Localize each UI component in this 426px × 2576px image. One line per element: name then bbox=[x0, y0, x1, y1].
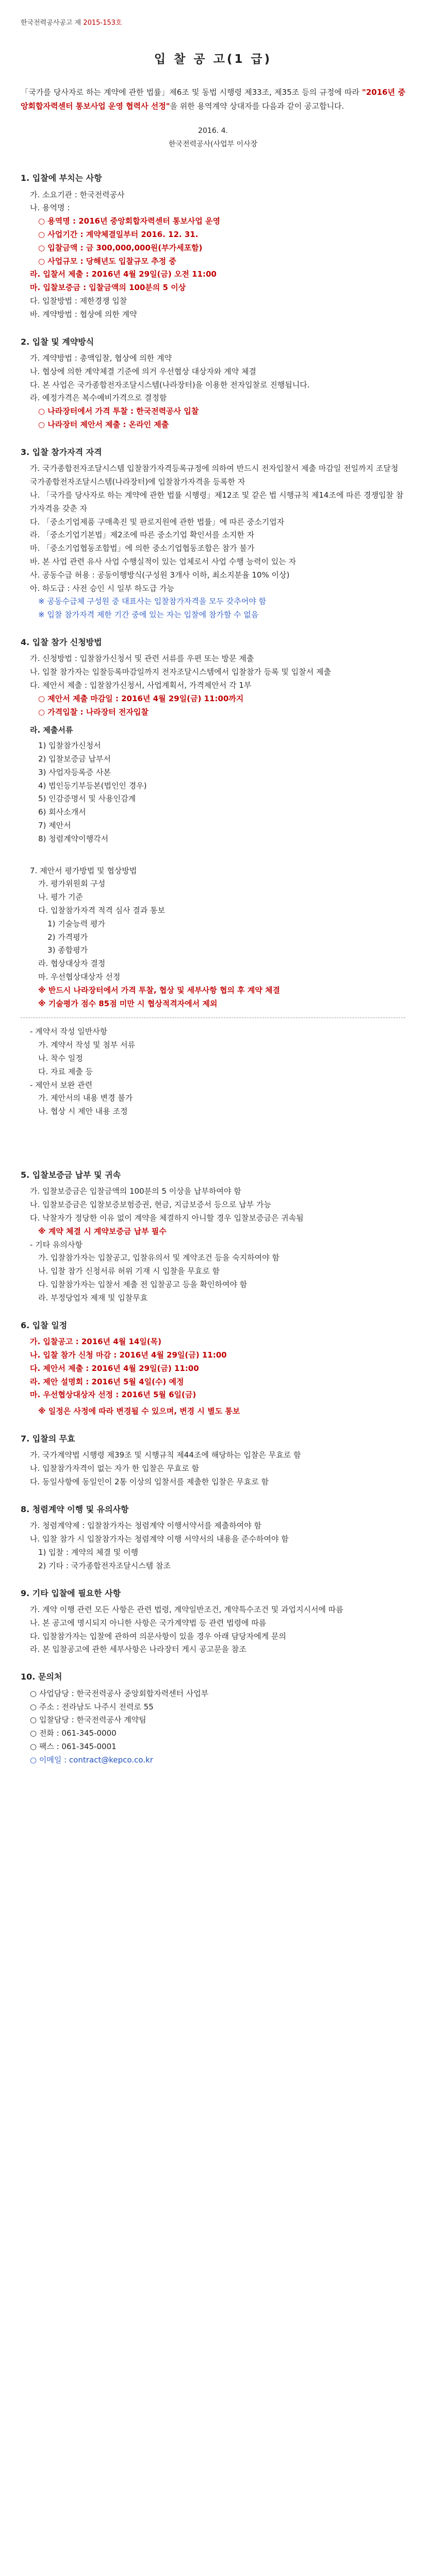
s1-line: 다. 입찰방법 : 제한경쟁 입찰 bbox=[30, 296, 127, 306]
s5-line: 가. 입찰참가자는 입찰공고, 입찰유의서 및 계약조건 등을 숙지하여야 함 bbox=[38, 1253, 280, 1263]
s4-item: 7) 제안서 bbox=[38, 821, 71, 830]
s2-red-line: ○ 나라장터 제안서 제출 : 온라인 제출 bbox=[38, 420, 169, 430]
intro-part1: 「국가를 당사자로 하는 계약에 관한 법률」제6조 및 동법 시행령 제33조, 제35조 등의 규정에 따라 bbox=[21, 87, 362, 97]
s1-red-line: 라. 입찰서 제출 : 2016년 4월 29일(금) 오전 11:00 bbox=[30, 269, 217, 279]
s3-line: 라. 「중소기업기본법」제2조에 따른 중소기업 확인서를 소지한 자 bbox=[30, 530, 255, 540]
schedule-row: 가. 입찰공고 : 2016년 4월 14일(목) bbox=[30, 1337, 161, 1347]
section-1 bbox=[21, 171, 405, 321]
s1-line: 나. 용역명 : bbox=[30, 203, 70, 213]
s3-blue-line: ※ 공동수급체 구성원 중 대표사는 입찰참가자격을 모두 갖추어야 함 bbox=[38, 597, 266, 606]
section-5 bbox=[21, 1168, 405, 1305]
notice-id bbox=[21, 18, 405, 29]
s4c-line: 나. 착수 일정 bbox=[38, 1053, 83, 1063]
s2-line: 다. 본 사업은 국가종합전자조달시스템(나라장터)을 이용한 전자입찰로 진행됩니다. bbox=[30, 380, 310, 389]
section-7-title: 7. 입찰의 무효 bbox=[21, 1433, 75, 1444]
s2-line: 가. 계약방법 : 총액입찰, 협상에 의한 계약 bbox=[30, 353, 172, 363]
section-2-title: 2. 입찰 및 계약방식 bbox=[21, 336, 94, 347]
s8-line: 가. 청렴계약제 : 입찰참가자는 청렴계약 이행서약서를 제출하여야 함 bbox=[30, 1521, 261, 1531]
s7-line: 나. 입찰참가자격이 없는 자가 한 입찰은 무효로 함 bbox=[30, 1464, 199, 1473]
notice-date: 2016. 4. bbox=[198, 126, 228, 135]
s4c-line: 1) 기술능력 평가 bbox=[47, 919, 105, 928]
s4c-line: 다. 자료 제출 등 bbox=[38, 1066, 93, 1076]
s4c-red-line: ※ 반드시 나라장터에서 가격 투찰, 협상 및 세부사항 협의 후 계약 체결 bbox=[38, 985, 280, 995]
s4c-line: 나. 협상 시 제안 내용 조정 bbox=[38, 1107, 128, 1116]
section-9-title: 9. 기타 입찰에 필요한 사항 bbox=[21, 1588, 121, 1598]
s4-subhead: 라. 제출서류 bbox=[30, 725, 73, 735]
contact-row: ○ 주소 : 전라남도 나주시 전력로 55 bbox=[30, 1702, 154, 1711]
s3-line: 사. 공동수급 허용 : 공동이행방식(구성원 3개사 이하, 최소지분율 10% 이상) bbox=[30, 570, 290, 580]
s9-line: 가. 계약 이행 관련 모든 사항은 관련 법령, 계약일반조건, 계약특수조건 및 과업지시서에 따름 bbox=[30, 1605, 343, 1615]
notice-title: 입 찰 공 고(1 급) bbox=[154, 53, 272, 66]
s4c-line: 가. 제안서의 내용 변경 불가 bbox=[38, 1093, 133, 1103]
notice-id-number: 2015-153호 bbox=[83, 19, 122, 27]
s4-item: 8) 청렴계약이행각서 bbox=[38, 834, 109, 843]
contact-row: ○ 팩스 : 061-345-0001 bbox=[30, 1741, 117, 1751]
contact-email[interactable]: ○ 이메일 : contract@kepco.co.kr bbox=[30, 1755, 153, 1765]
s4c-line: 3) 종합평가 bbox=[47, 945, 88, 955]
s1-red-line: ○ 용역명 : 2016년 중앙회합자력센터 통보사업 운영 bbox=[38, 216, 220, 226]
s4-line: 다. 제안서 제출 : 입찰참가신청서, 사업계획서, 가격제안서 각 1부 bbox=[30, 681, 252, 690]
intro-paragraph bbox=[21, 86, 405, 113]
section-6 bbox=[21, 1318, 405, 1418]
schedule-row: 나. 입찰 참가 신청 마감 : 2016년 4월 29일(금) 11:00 bbox=[30, 1350, 227, 1360]
s1-red-line: ○ 사업규모 : 당해년도 입찰규모 추정 중 bbox=[38, 256, 176, 266]
s5-line: 나. 입찰보증금은 입찰보증보험증권, 현금, 지급보증서 등으로 납부 가능 bbox=[30, 1200, 271, 1210]
s2-line: 나. 협상에 의한 계약체결 기준에 의거 우선협상 대상자와 계약 체결 bbox=[30, 366, 256, 376]
s1-red-line: ○ 입찰금액 : 금 300,000,000원(부가세포함) bbox=[38, 243, 203, 252]
s8-line: 1) 입찰 : 계약의 체결 및 이행 bbox=[38, 1547, 138, 1557]
s3-line: 바. 본 사업 관련 유사 사업 수행실적이 있는 업체로서 사업 수행 능력이 있는 자 bbox=[30, 556, 296, 566]
section-1-title: 1. 입찰에 부치는 사항 bbox=[21, 173, 102, 183]
section-10 bbox=[21, 1670, 405, 1767]
s1-line: 바. 계약방법 : 협상에 의한 계약 bbox=[30, 309, 137, 319]
s8-line: 2) 기타 : 국가종합전자조달시스템 참조 bbox=[38, 1561, 171, 1570]
s4c-line: 가. 평가위원회 구성 bbox=[38, 879, 106, 889]
s3-line: 나. 「국가를 당사자로 하는 계약에 관한 법률 시행령」제12조 및 같은 법 시행규칙 제14조에 따른 경쟁입찰 참가자격을 갖춘 자 bbox=[30, 490, 404, 513]
s4-item: 2) 입찰보증금 납부서 bbox=[38, 754, 111, 764]
section-8 bbox=[21, 1502, 405, 1573]
s7-line: 다. 동일사항에 동일인이 2통 이상의 입찰서를 제출한 입찰은 무효로 함 bbox=[30, 1477, 269, 1487]
s4c-line: 나. 평가 기준 bbox=[38, 892, 83, 902]
schedule-row: 마. 우선협상대상자 선정 : 2016년 5월 6일(금) bbox=[30, 1390, 196, 1400]
contact-row: ○ 전화 : 061-345-0000 bbox=[30, 1728, 117, 1738]
s1-red-line: 마. 입찰보증금 : 입찰금액의 100분의 5 이상 bbox=[30, 283, 186, 293]
s3-line: 가. 국가종합전자조달시스템 입찰참가자격등록규정에 의하여 반드시 전자입찰서 제출 마감일 전일까지 조달청 국가종합전자조달시스템(나라장터)에 입찰참가자격을 등록한 자 bbox=[30, 464, 399, 487]
s7-line: 가. 국가계약법 시행령 제39조 및 시행규칙 제44조에 해당하는 입찰은 무효로 함 bbox=[30, 1450, 301, 1460]
section-5-title: 5. 입찰보증금 납부 및 귀속 bbox=[21, 1170, 121, 1180]
s2-line: 라. 예정가격은 복수예비가격으로 결정함 bbox=[30, 393, 167, 403]
s1-red-line: ○ 사업기간 : 계약체결일부터 2016. 12. 31. bbox=[38, 229, 199, 239]
s4c-line: - 계약서 작성 일반사항 bbox=[30, 1027, 108, 1037]
contact-row: ○ 입찰담당 : 한국전력공사 계약팀 bbox=[30, 1715, 146, 1725]
section-2 bbox=[21, 335, 405, 432]
s3-blue-line: ※ 입찰 참가자격 제한 기간 중에 있는 자는 입찰에 참가할 수 없음 bbox=[38, 610, 259, 620]
notice-org: 한국전력공사(사업부 이사장 bbox=[168, 140, 258, 148]
schedule-row: 다. 제안서 제출 : 2016년 4월 29일(금) 11:00 bbox=[30, 1363, 199, 1373]
s5-line: - 기타 유의사항 bbox=[30, 1240, 83, 1249]
section-4-title: 4. 입찰 참가 신청방법 bbox=[21, 637, 102, 647]
s4-line: 나. 입찰 참가자는 입찰등록마감일까지 전자조달시스템에서 입찰참가 등록 및 입찰서 제출 bbox=[30, 667, 331, 677]
s5-red-line: ※ 계약 체결 시 계약보증금 납부 필수 bbox=[38, 1226, 167, 1236]
s3-line: 마. 「중소기업협동조합법」에 의한 중소기업협동조합은 참가 불가 bbox=[30, 544, 255, 553]
s5-line: 가. 입찰보증금은 입찰금액의 100분의 5 이상을 납부하여야 함 bbox=[30, 1187, 241, 1196]
schedule-row: 라. 제안 설명회 : 2016년 5월 4일(수) 예정 bbox=[30, 1377, 184, 1386]
s5-line: 다. 낙찰자가 정당한 이유 없이 계약을 체결하지 아니할 경우 입찰보증금은 귀속됨 bbox=[30, 1213, 304, 1223]
s4c-line: 가. 계약서 작성 및 첨부 서류 bbox=[38, 1040, 135, 1050]
section-3 bbox=[21, 445, 405, 622]
section-7 bbox=[21, 1432, 405, 1489]
s4-item: 3) 사업자등록증 사본 bbox=[38, 767, 111, 777]
s1-line: 가. 소요기관 : 한국전력공사 bbox=[30, 190, 125, 199]
s4-line: 가. 신청방법 : 입찰참가신청서 및 관련 서류를 우편 또는 방문 제출 bbox=[30, 654, 254, 664]
section-4 bbox=[21, 635, 405, 1118]
intro-highlight: "2016년 중앙회합자력센터 통보사업 운영 협력사 선정" bbox=[21, 87, 405, 111]
section-8-title: 8. 청렴계약 이행 및 유의사항 bbox=[21, 1504, 129, 1514]
contact-row: ○ 사업담당 : 한국전력공사 중앙회합자력센터 사업부 bbox=[30, 1688, 209, 1698]
s4-red-line: ○ 가격입찰 : 나라장터 전자입찰 bbox=[38, 707, 149, 717]
s8-line: 나. 입찰 참가 시 입찰참가자는 청렴계약 이행 서약서의 내용을 준수하여야 함 bbox=[30, 1534, 289, 1544]
s9-line: 나. 본 공고에 명시되지 아니한 사항은 국가계약법 등 관련 법령에 따름 bbox=[30, 1618, 267, 1628]
s3-line: 아. 하도급 : 사전 승인 시 일부 하도급 가능 bbox=[30, 583, 174, 593]
s4-item: 1) 입찰참가신청서 bbox=[38, 741, 101, 751]
s4c-line: 7. 제안서 평가방법 및 협상방법 bbox=[30, 866, 137, 875]
s4c-line: 2) 가격평가 bbox=[47, 932, 88, 942]
s4c-line: 마. 우선협상대상자 선정 bbox=[38, 972, 121, 981]
s4c-line: 다. 입찰참가자격 적격 심사 결과 통보 bbox=[38, 905, 165, 915]
s5-line: 라. 부정당업자 제재 및 입찰무효 bbox=[38, 1293, 148, 1302]
s9-line: 다. 입찰참가자는 입찰에 관하여 의문사항이 있을 경우 아래 담당자에게 문의 bbox=[30, 1631, 286, 1641]
s5-line: 다. 입찰참가자는 입찰서 제출 전 입찰공고 등을 확인하여야 함 bbox=[38, 1280, 248, 1290]
s4-item: 6) 회사소개서 bbox=[38, 807, 86, 817]
section-9 bbox=[21, 1586, 405, 1657]
s4c-red-line: ※ 기술평가 점수 85점 미만 시 협상적격자에서 제외 bbox=[38, 998, 218, 1008]
s9-line: 라. 본 입찰공고에 관한 세부사항은 나라장터 게시 공고문을 참조 bbox=[30, 1645, 247, 1654]
schedule-list bbox=[21, 1335, 405, 1402]
section-10-title: 10. 문의처 bbox=[21, 1672, 62, 1682]
s6-red-line: ※ 일정은 사정에 따라 변경될 수 있으며, 변경 시 별도 통보 bbox=[38, 1406, 240, 1416]
s4-item: 4) 법인등기부등본(법인인 경우) bbox=[38, 781, 147, 790]
s4-item: 5) 인감증명서 및 사용인감계 bbox=[38, 794, 136, 804]
intro-part2: 을 위한 용역계약 상대자를 다음과 같이 공고합니다. bbox=[170, 101, 345, 111]
s5-line: 나. 입찰 참가 신청서류 허위 기재 시 입찰을 무효로 함 bbox=[38, 1266, 220, 1276]
notice-id-prefix: 한국전력공사공고 제 bbox=[21, 19, 81, 27]
section-6-title: 6. 입찰 일정 bbox=[21, 1320, 68, 1330]
s2-red-line: ○ 나라장터에서 가격 투찰 : 한국전력공사 입찰 bbox=[38, 406, 199, 416]
s4c-line: - 제안서 보완 관련 bbox=[30, 1080, 93, 1090]
s4-red-line: ○ 제안서 제출 마감일 : 2016년 4월 29일(금) 11:00까지 bbox=[38, 693, 244, 703]
s3-line: 다. 「중소기업제품 구매촉진 및 판로지원에 관한 법률」에 따른 중소기업자 bbox=[30, 517, 285, 527]
s4c-line: 라. 협상대상자 결정 bbox=[38, 959, 106, 969]
section-3-title: 3. 입찰 참가자격 자격 bbox=[21, 447, 102, 457]
